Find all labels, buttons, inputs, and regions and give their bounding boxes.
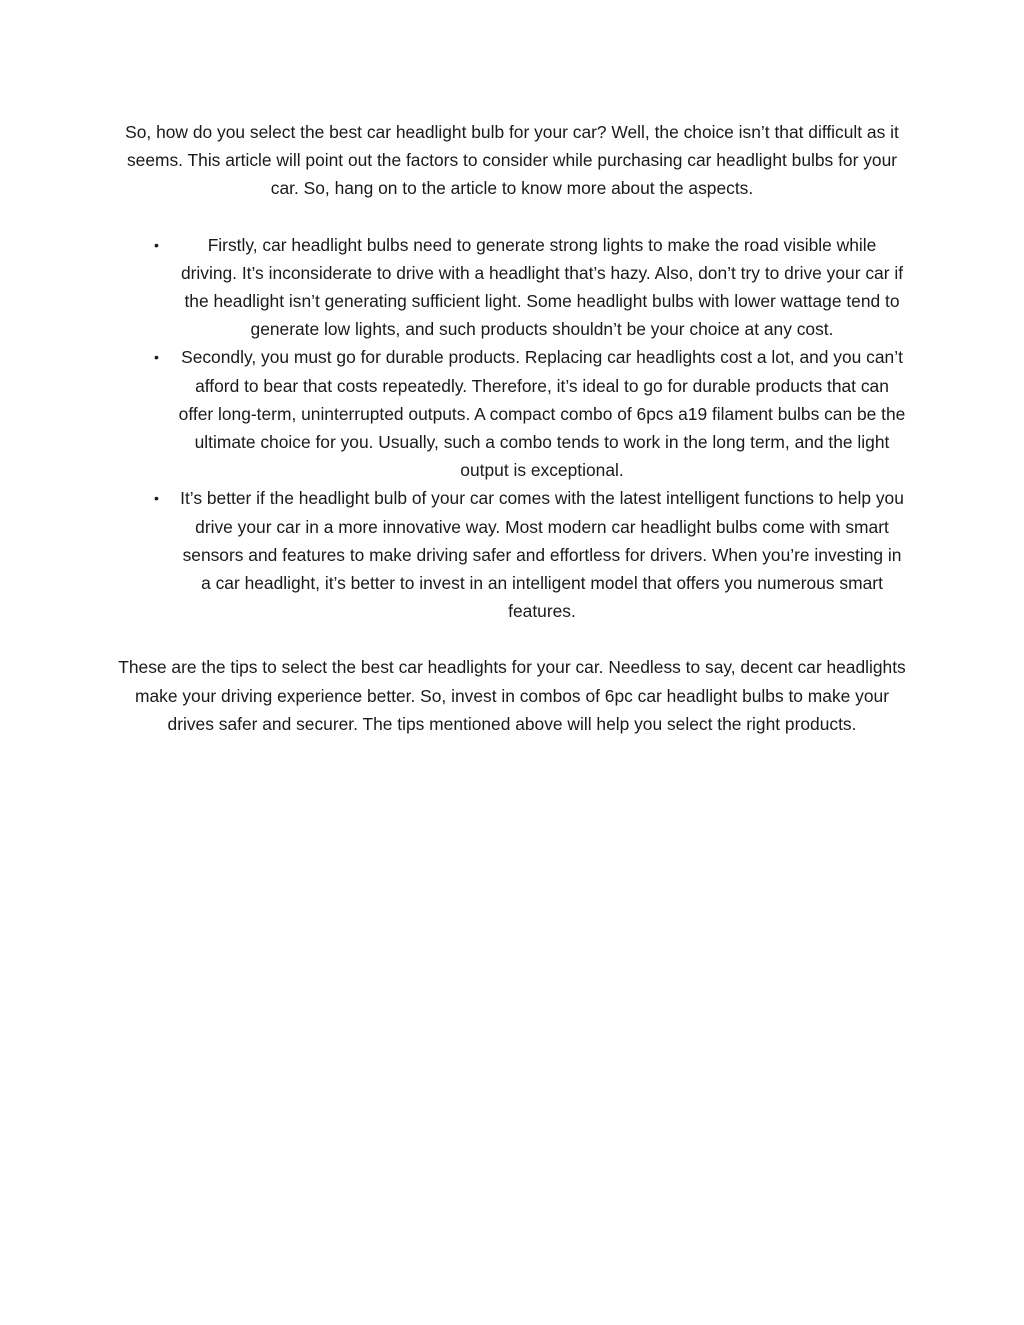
list-item-text: Secondly, you must go for durable products. Replacing car headlights cost a lot, and you can’t afford to bear that costs repeatedly. Therefore, it’s ideal to go for durable products that can offer long-term, uninterrupted outputs. A compact combo of 6pcs a19 filament bulbs can be the ultimate choice for you. Usually, such a combo tends to work in the long term, and the light output is exceptional.: [178, 347, 906, 481]
list-item-text: It’s better if the headlight bulb of your car comes with the latest intelligent functions to help you drive your car in a more innovative way. Most modern car headlight bulbs come with smart sensors and features to make driving safer and effortless for drivers. When you’re investing in a car headlight, it’s better to invest in an intelligent model that offers you numerous smart features.: [180, 488, 904, 622]
list-item: [118, 231, 906, 344]
bullet-icon: •: [154, 490, 159, 507]
document-body: [118, 118, 906, 738]
list-item: [118, 343, 906, 484]
intro-paragraph: So, how do you select the best car headlight bulb for your car? Well, the choice isn’t that difficult as it seems. This article will point out the factors to consider while purchasing car headlight bulbs for your car. So, hang on to the article to know more about the aspects.: [125, 122, 899, 199]
list-item: [118, 484, 906, 625]
conclusion-paragraph: These are the tips to select the best car headlights for your car. Needless to say, decent car headlights make your driving experience better. So, invest in combos of 6pc car headlight bulbs to make your drives safer and securer. The tips mentioned above will help you select the right products.: [118, 657, 906, 734]
bullet-icon: •: [154, 236, 159, 253]
tips-list: [118, 231, 906, 626]
bullet-icon: •: [154, 349, 159, 366]
list-item-text: Firstly, car headlight bulbs need to generate strong lights to make the road visible while driving. It’s inconsiderate to drive with a headlight that’s hazy. Also, don’t try to drive your car if the headlight isn’t generating sufficient light. Some headlight bulbs with lower wattage tend to generate low lights, and such products shouldn’t be your choice at any cost.: [180, 234, 904, 340]
